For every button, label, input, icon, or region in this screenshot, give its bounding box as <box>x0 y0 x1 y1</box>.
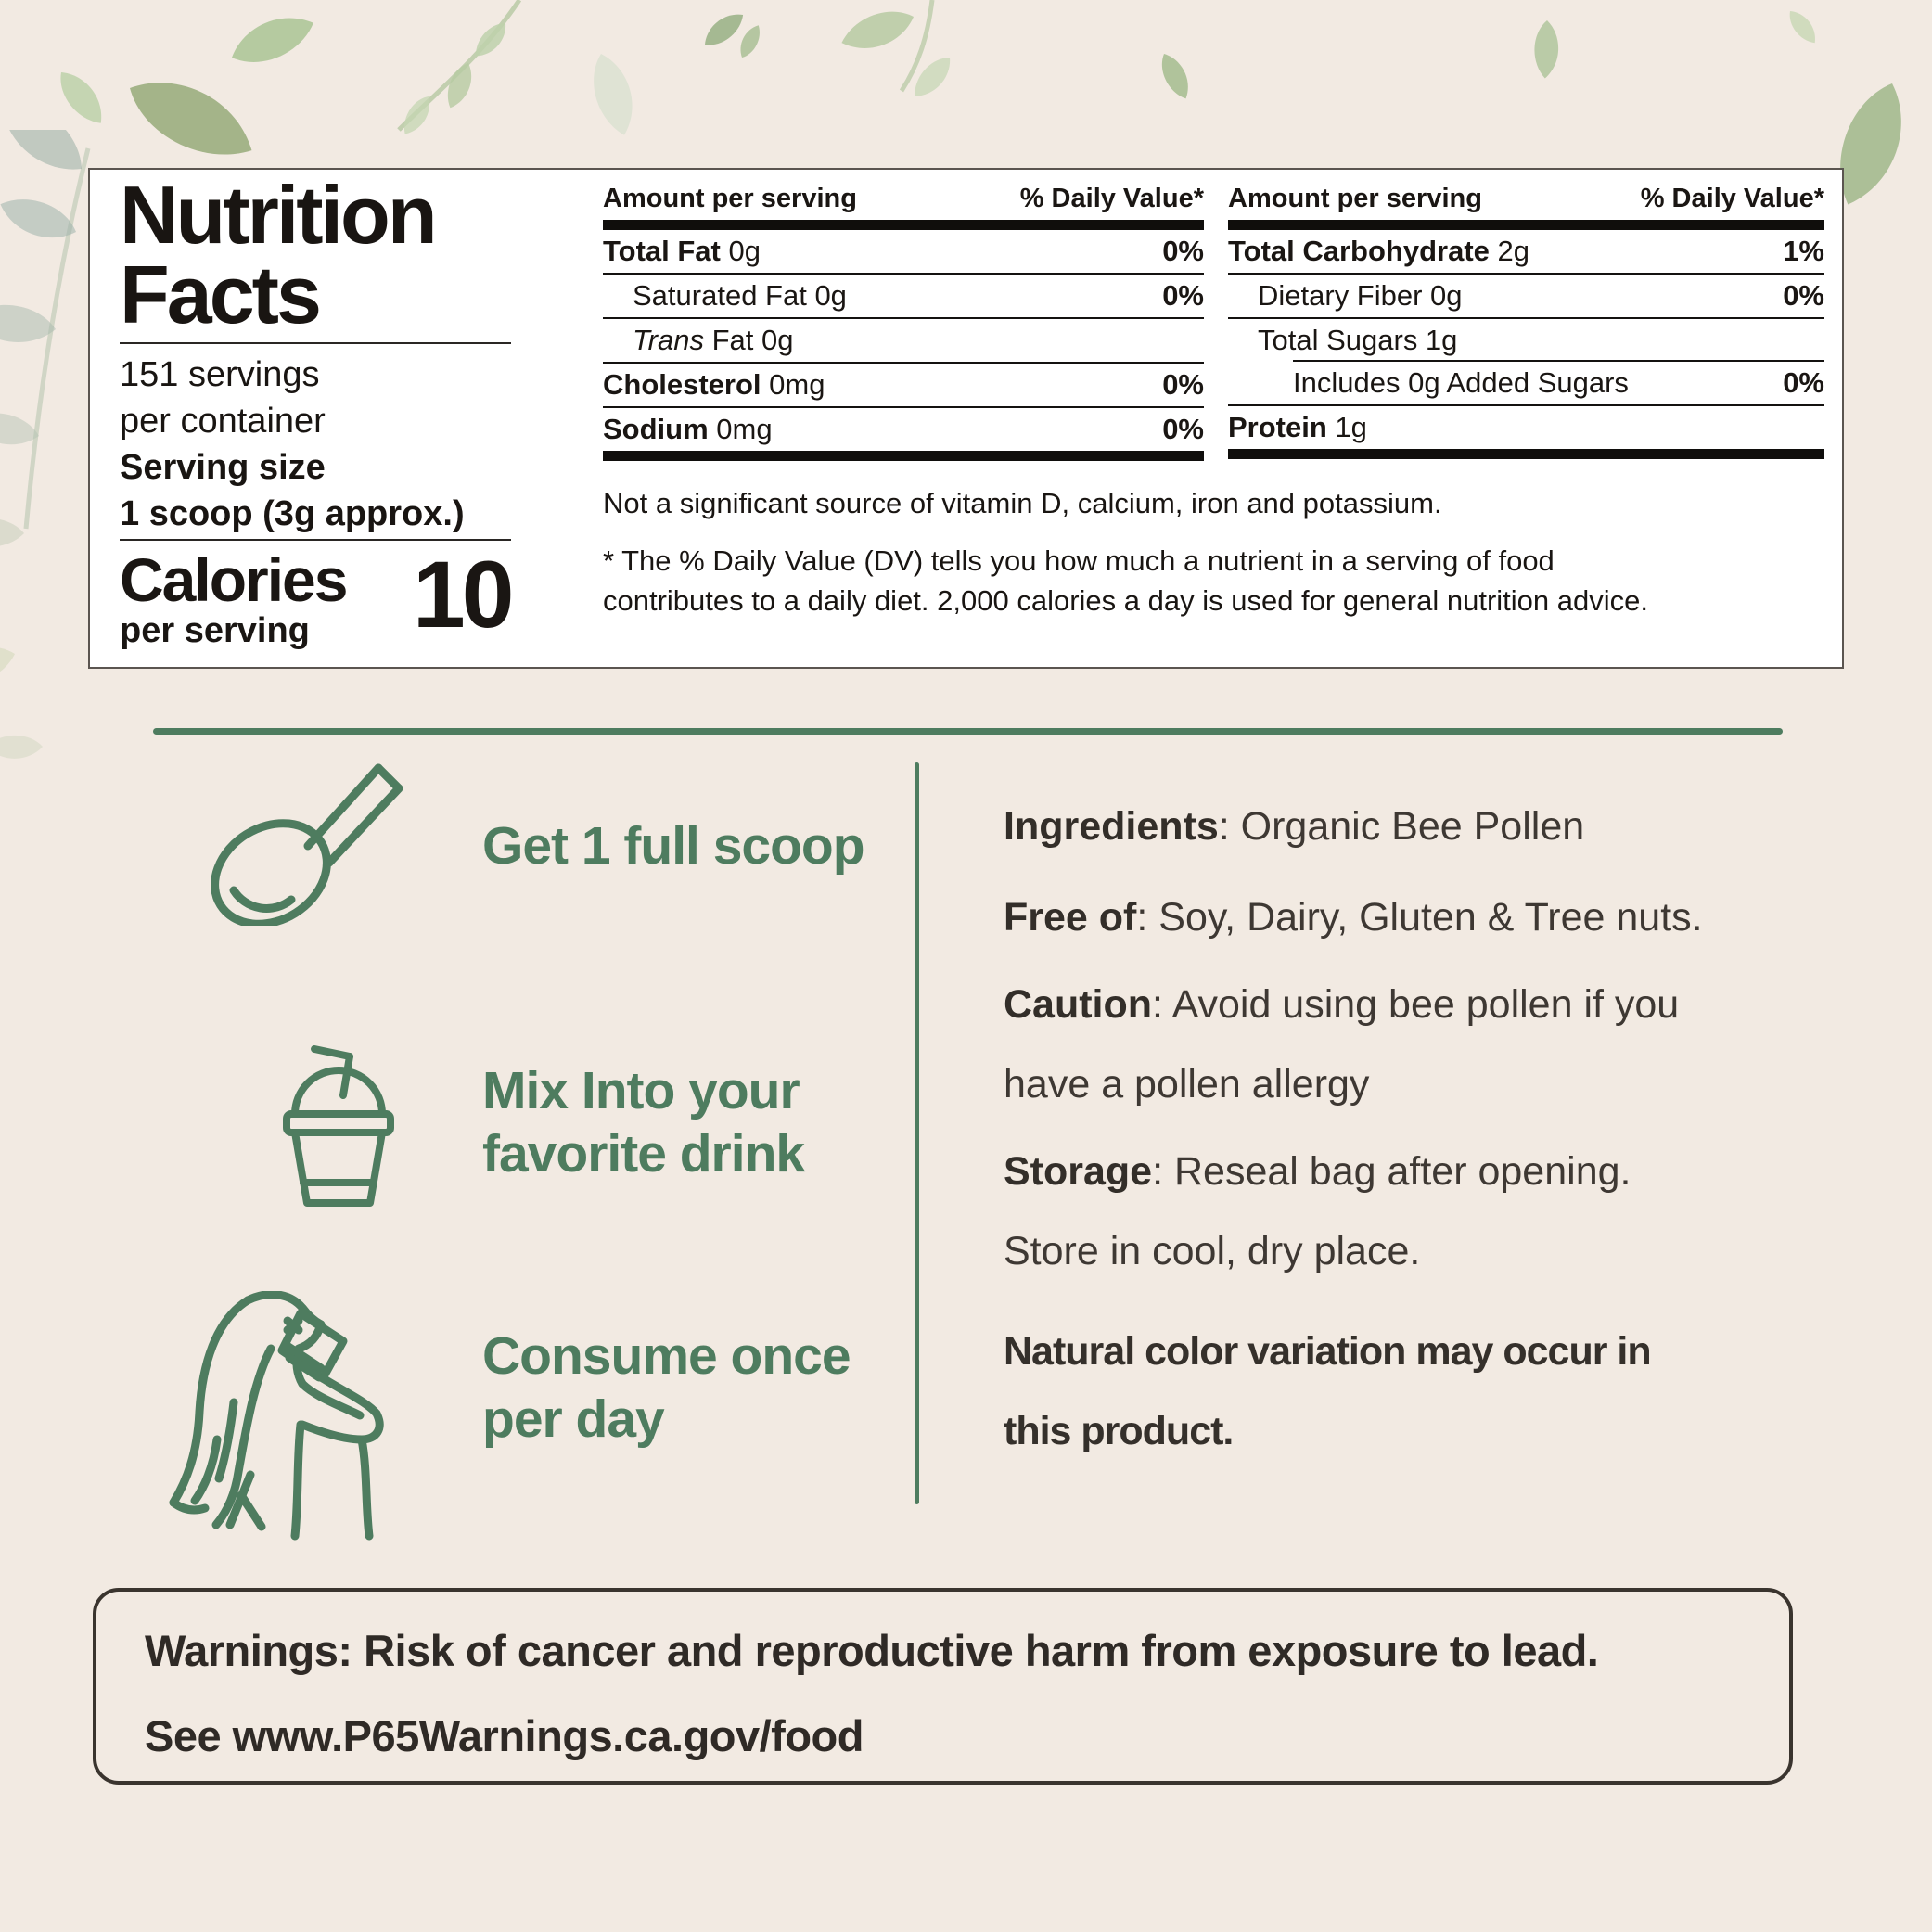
nutrient-row-dietary-fiber: Dietary Fiber 0g 0% <box>1228 273 1824 317</box>
nutrient-row-saturated-fat: Saturated Fat 0g 0% <box>603 273 1204 317</box>
thick-rule <box>1228 220 1824 230</box>
panel-title <box>120 169 435 340</box>
nutrient-row-protein: Protein 1g <box>1228 404 1824 449</box>
direction-step-2: Mix Into your favorite drink <box>482 1061 805 1184</box>
nutrient-row-sodium: Sodium 0mg 0% <box>603 406 1204 451</box>
daily-value-header: % Daily Value* <box>1640 184 1824 213</box>
thick-rule <box>1228 449 1824 459</box>
column-header <box>603 183 1204 220</box>
serving-info <box>120 352 465 537</box>
nutrition-facts-panel <box>88 168 1844 669</box>
color-variation-note: Natural color variation may occur in this product. <box>1004 1329 1651 1453</box>
warning-line-1: Warnings: Risk of cancer and reproductive harm from exposure to lead. <box>145 1626 1599 1675</box>
amount-per-serving-header: Amount per serving <box>1228 184 1482 213</box>
storage-paragraph: Storage: Reseal bag after opening. Store in cool, dry place. <box>1004 1149 1631 1273</box>
direction-step-1: Get 1 full scoop <box>482 816 864 876</box>
nutrient-row-trans-fat: Trans Fat 0g <box>603 317 1204 362</box>
caution-paragraph: Caution: Avoid using bee pollen if you have a pollen allergy <box>1004 982 1680 1107</box>
drink-cup-icon <box>266 1042 410 1213</box>
serving-size-value: 1 scoop (3g approx.) <box>120 494 465 533</box>
free-of-line: Free of: Soy, Dairy, Gluten & Tree nuts. <box>1004 895 1703 940</box>
panel-title-line2: Facts <box>120 249 319 340</box>
warning-box <box>93 1588 1793 1785</box>
nutrient-row-total-fat: Total Fat 0g 0% <box>603 235 1204 267</box>
title-divider <box>120 342 511 344</box>
daily-value-footnote: * The % Daily Value (DV) tells you how much a nutrient in a serving of food contributes to a daily diet. 2,000 calories a day is used for general nutrition advice. <box>603 544 1648 617</box>
panel-title-line1: Nutrition <box>120 169 435 261</box>
nutrient-column-left <box>603 183 1204 461</box>
servings-per: per container <box>120 402 326 441</box>
daily-value-header: % Daily Value* <box>1019 184 1204 213</box>
thick-rule <box>603 451 1204 461</box>
thick-rule <box>603 220 1204 230</box>
nutrient-row-cholesterol: Cholesterol 0mg 0% <box>603 362 1204 406</box>
scoop-icon <box>178 759 405 926</box>
calories-label: Calories <box>120 545 347 614</box>
calories-value: 10 <box>413 542 511 647</box>
column-header <box>1228 183 1824 220</box>
nutrient-row-carbohydrate: Total Carbohydrate 2g 1% <box>1228 235 1824 267</box>
servings-count: 151 servings <box>120 355 320 394</box>
serving-size-label: Serving size <box>120 448 326 487</box>
drinking-person-icon <box>160 1291 475 1546</box>
not-significant-note: Not a significant source of vitamin D, calcium, iron and potassium. <box>603 487 1442 519</box>
nutrient-row-total-sugars: Total Sugars 1g <box>1228 317 1824 362</box>
calories-sub-label: per serving <box>120 611 310 650</box>
warning-line-2: See www.P65Warnings.ca.gov/food <box>145 1711 864 1760</box>
nutrient-row-added-sugars: Includes 0g Added Sugars 0% <box>1228 362 1824 404</box>
direction-step-3: Consume once per day <box>482 1326 851 1449</box>
ingredients-line: Ingredients: Organic Bee Pollen <box>1004 804 1585 849</box>
amount-per-serving-header: Amount per serving <box>603 184 857 213</box>
section-divider <box>153 728 1783 735</box>
nutrient-column-right <box>1228 183 1824 459</box>
column-divider <box>915 762 919 1504</box>
